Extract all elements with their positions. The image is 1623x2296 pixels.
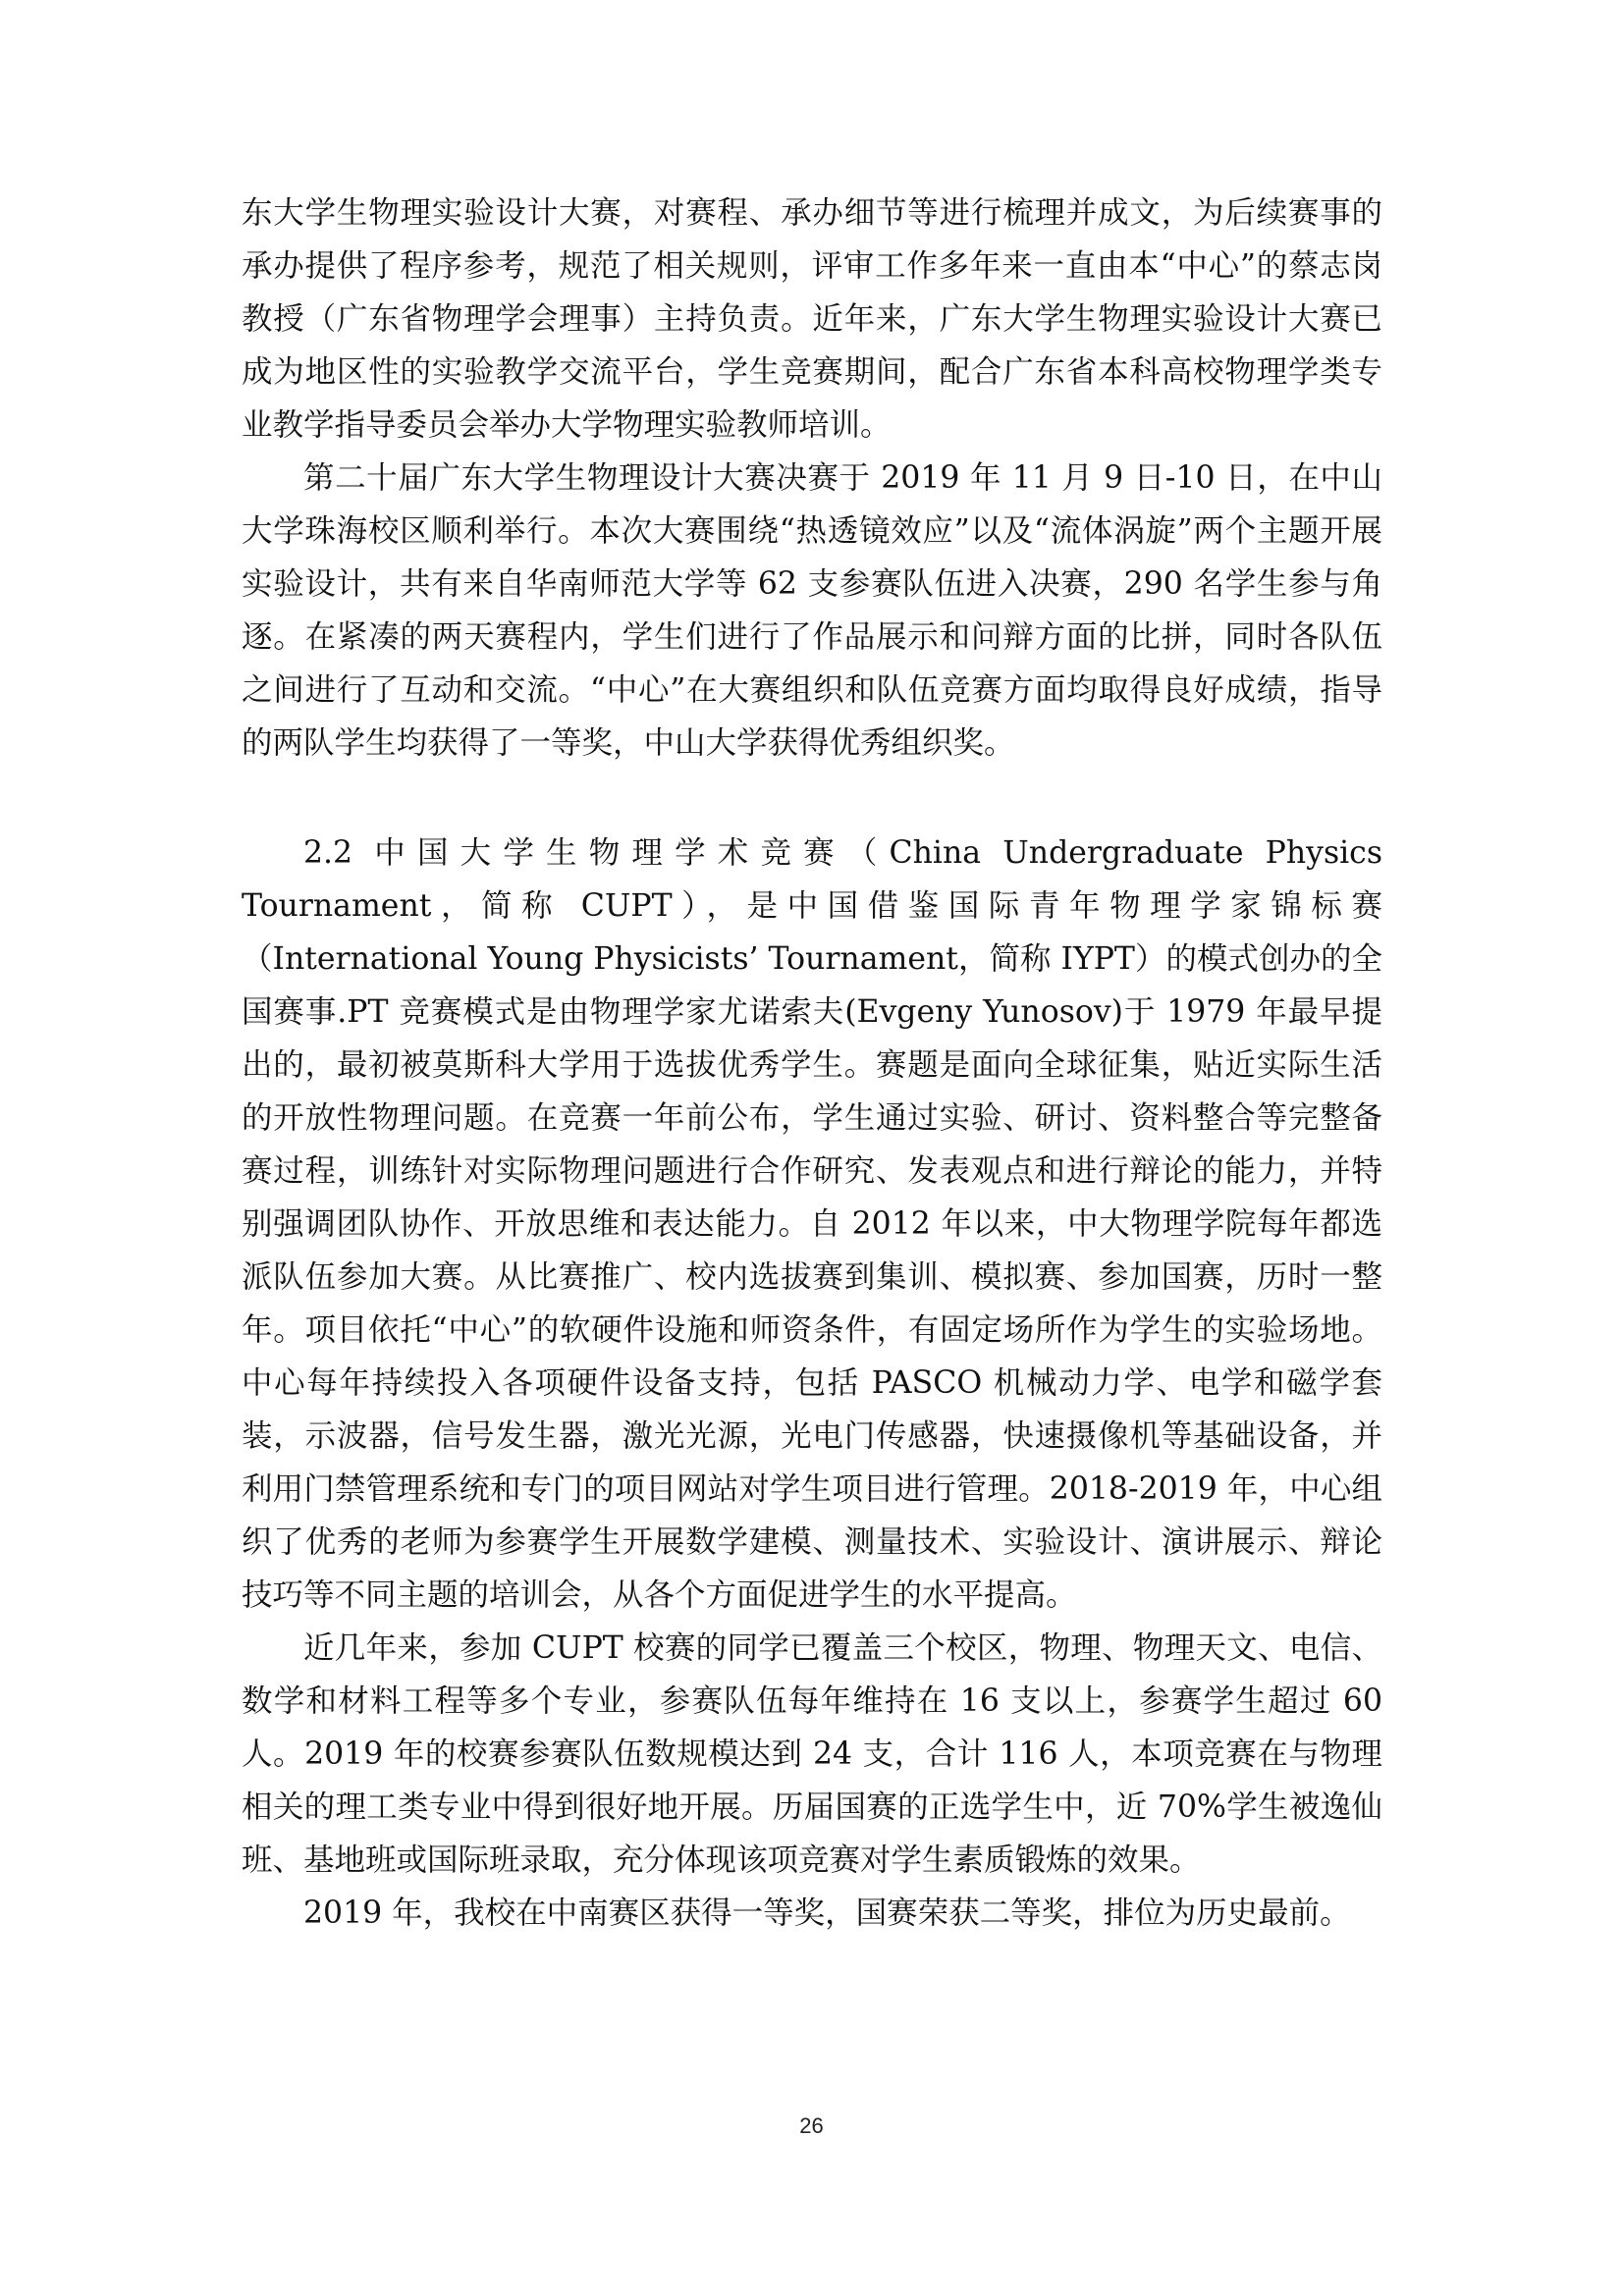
page-number: 26 (799, 2113, 824, 2138)
paragraph-cupt-intro: 2.2 中国大学生物理学术竞赛（China Undergraduate Physics Tournament，简称 CUPT），是中国借鉴国际青年物理学家锦标赛（International Young Physicists’ Tournament，简称 IYPT）的模式创办的全国赛事.PT 竞赛模式是由物理学家尤诺索夫(Evgeny Yunosov)于 1979 年最早提出的，最初被莫斯科大学用于选拔优秀学生。赛题是面向全球征集，贴近实际生活的开放性物理问题。在竞赛一年前公布，学生通过实验、研讨、资料整合等完整备赛过程，训练针对实际物理问题进行合作研究、发表观点和进行辩论的能力，并特别强调团队协作、开放思维和表达能力。自 2012 年以来，中大物理学院每年都选派队伍参加大赛。从比赛推广、校内选拔赛到集训、模拟赛、参加国赛，历时一整年。项目依托“中心”的软硬件设施和师资条件，有固定场所作为学生的实验场地。中心每年持续投入各项硬件设备支持，包括 PASCO 机械动力学、电学和磁学套装，示波器，信号发生器，激光光源，光电门传感器，快速摄像机等基础设备，并利用门禁管理系统和专门的项目网站对学生项目进行管理。2018-2019 年，中心组织了优秀的老师为参赛学生开展数学建模、测量技术、实验设计、演讲展示、辩论技巧等不同主题的培训会，从各个方面促进学生的水平提高。 (242, 835, 1382, 1613)
paragraph-20th-contest: 第二十届广东大学生物理设计大赛决赛于 2019 年 11 月 9 日-10 日，在中山大学珠海校区顺利举行。本次大赛围绕“热透镜效应”以及“流体涡旋”两个主题开展实验设计，共有来自华南师范大学等 62 支参赛队伍进入决赛，290 名学生参与角逐。在紧凑的两天赛程内，学生们进行了作品展示和问辩方面的比拼，同时各队伍之间进行了互动和交流。“中心”在大赛组织和队伍竞赛方面均取得良好成绩，指导的两队学生均获得了一等奖，中山大学获得优秀组织奖。 (242, 460, 1382, 761)
body-text (242, 187, 1382, 1940)
paragraph-2019-results: 2019 年，我校在中南赛区获得一等奖，国赛荣获二等奖，排位为历史最前。 (303, 1896, 1351, 1931)
paragraph-contest-history: 东大学生物理实验设计大赛，对赛程、承办细节等进行梳理并成文，为后续赛事的承办提供了程序参考，规范了相关规则，评审工作多年来一直由本“中心”的蔡志岗教授（广东省物理学会理事）主持负责。近年来，广东大学生物理实验设计大赛已成为地区性的实验教学交流平台，学生竞赛期间，配合广东省本科高校物理学类专业教学指导委员会举办大学物理实验教师培训。 (242, 195, 1382, 443)
section-gap (242, 770, 1382, 827)
paragraph-cupt-participation: 近几年来，参加 CUPT 校赛的同学已覆盖三个校区，物理、物理天文、电信、数学和材料工程等多个专业，参赛队伍每年维持在 16 支以上，参赛学生超过 60 人。2019 年的校赛参赛队伍数规模达到 24 支，合计 116 人，本项竞赛在与物理相关的理工类专业中得到很好地开展。历届国赛的正选学生中，近 70%学生被逸仙班、基地班或国际班录取，充分体现该项竞赛对学生素质锻炼的效果。 (242, 1630, 1382, 1878)
